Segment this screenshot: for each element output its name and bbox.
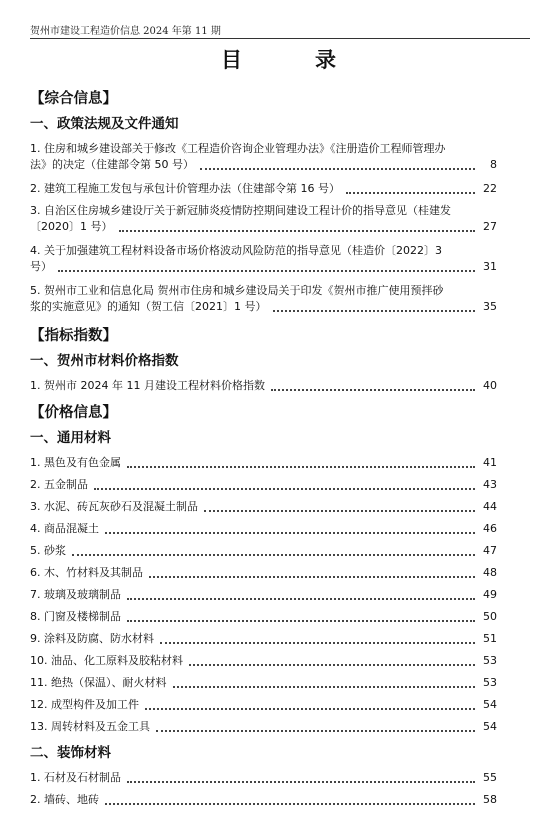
page-number: 54 bbox=[483, 720, 497, 733]
toc-entry[interactable] bbox=[30, 378, 497, 394]
toc-entry[interactable] bbox=[30, 543, 497, 559]
page-header: 贺州市建设工程造价信息 2024 年第 11 期 bbox=[30, 22, 530, 39]
page-title: 目 录 bbox=[221, 47, 362, 72]
toc-entry-title: 1. 贺州市 2024 年 11 月建设工程材料价格指数 bbox=[30, 379, 265, 392]
dot-leader bbox=[127, 598, 475, 600]
page-number: 55 bbox=[483, 771, 497, 784]
subsection-heading: 一、通用材料 bbox=[30, 430, 111, 446]
section-heading: 【指标指数】 bbox=[30, 328, 117, 344]
toc-entry-title-line1: 5. 贺州市工业和信息化局 贺州市住房和城乡建设局关于印发《贺州市推广使用预拌砂 bbox=[30, 284, 444, 297]
toc-entry-title: 2. 墙砖、地砖 bbox=[30, 793, 99, 806]
toc-entry[interactable] bbox=[30, 675, 497, 691]
toc-entry[interactable] bbox=[30, 609, 497, 625]
toc-entry-row bbox=[30, 792, 497, 808]
toc-entry-row bbox=[30, 719, 497, 735]
toc-entry-title-line2: 法》的决定（住建部令第 50 号） bbox=[30, 158, 194, 171]
dot-leader bbox=[72, 554, 475, 556]
page-number: 54 bbox=[483, 698, 497, 711]
toc-entry[interactable] bbox=[30, 521, 497, 537]
toc-entry-row bbox=[30, 157, 497, 173]
toc-entry[interactable] bbox=[30, 587, 497, 603]
subsection-heading: 一、政策法规及文件通知 bbox=[30, 116, 179, 132]
toc-entry-title-line2: 〔2020〕1 号） bbox=[30, 220, 113, 233]
toc-entry-row bbox=[30, 219, 497, 235]
dot-leader bbox=[145, 708, 475, 710]
toc-entry-title: 5. 砂浆 bbox=[30, 544, 66, 557]
dot-leader bbox=[127, 620, 475, 622]
page-number: 8 bbox=[490, 158, 497, 171]
toc-entry-title: 7. 玻璃及玻璃制品 bbox=[30, 588, 121, 601]
dot-leader bbox=[189, 664, 475, 666]
toc-entry-title-line1: 4. 关于加强建筑工程材料设备市场价格波动风险防范的指导意见（桂造价〔2022〕3 bbox=[30, 244, 442, 257]
subsection-heading: 二、装饰材料 bbox=[30, 745, 111, 761]
toc-entry-title: 8. 门窗及楼梯制品 bbox=[30, 610, 121, 623]
toc-entry-row bbox=[30, 259, 497, 275]
dot-leader bbox=[94, 488, 475, 490]
toc-entry-row bbox=[30, 455, 497, 471]
section-heading: 【价格信息】 bbox=[30, 405, 117, 421]
section-heading: 【综合信息】 bbox=[30, 91, 117, 107]
toc-entry[interactable] bbox=[30, 719, 497, 735]
page-number: 22 bbox=[483, 182, 497, 195]
toc-entry[interactable] bbox=[30, 283, 497, 317]
toc-entry[interactable] bbox=[30, 770, 497, 786]
toc-entry-row bbox=[30, 477, 497, 493]
dot-leader bbox=[105, 532, 475, 534]
toc-entry-row bbox=[30, 378, 497, 394]
toc-entry-title: 1. 石材及石材制品 bbox=[30, 771, 121, 784]
dot-leader bbox=[149, 576, 475, 578]
toc-entry[interactable] bbox=[30, 565, 497, 581]
toc-entry[interactable] bbox=[30, 653, 497, 669]
dot-leader bbox=[346, 192, 475, 194]
page-number: 31 bbox=[483, 260, 497, 273]
toc-entry-title-line1: 3. 自治区住房城乡建设厅关于新冠肺炎疫情防控期间建设工程计价的指导意见（桂建发 bbox=[30, 204, 451, 217]
toc-entry-row bbox=[30, 675, 497, 691]
page-number: 35 bbox=[483, 300, 497, 313]
table-of-contents bbox=[30, 84, 497, 814]
toc-entry-title-line2: 号） bbox=[30, 260, 52, 273]
toc-entry-row bbox=[30, 181, 497, 197]
dot-leader bbox=[127, 781, 475, 783]
dot-leader bbox=[173, 686, 476, 688]
toc-entry-row bbox=[30, 543, 497, 559]
page-number: 48 bbox=[483, 566, 497, 579]
subsection-heading: 一、贺州市材料价格指数 bbox=[30, 353, 179, 369]
toc-entry[interactable] bbox=[30, 792, 497, 808]
page-number: 43 bbox=[483, 478, 497, 491]
toc-entry-title: 13. 周转材料及五金工具 bbox=[30, 720, 150, 733]
toc-entry-title: 6. 木、竹材料及其制品 bbox=[30, 566, 143, 579]
toc-entry-title: 1. 黑色及有色金属 bbox=[30, 456, 121, 469]
page-number: 58 bbox=[483, 793, 497, 806]
page-number: 50 bbox=[483, 610, 497, 623]
toc-entry-row bbox=[30, 697, 497, 713]
page-number: 41 bbox=[483, 456, 497, 469]
page-number: 53 bbox=[483, 676, 497, 689]
toc-entry-title: 3. 水泥、砖瓦灰砂石及混凝土制品 bbox=[30, 500, 198, 513]
dot-leader bbox=[156, 730, 475, 732]
toc-entry-row bbox=[30, 770, 497, 786]
toc-entry[interactable] bbox=[30, 243, 497, 277]
page-number: 47 bbox=[483, 544, 497, 557]
toc-entry-title: 4. 商品混凝土 bbox=[30, 522, 99, 535]
toc-entry[interactable] bbox=[30, 499, 497, 515]
toc-entry-title: 2. 五金制品 bbox=[30, 478, 88, 491]
dot-leader bbox=[127, 466, 475, 468]
dot-leader bbox=[204, 510, 475, 512]
toc-entry-row bbox=[30, 499, 497, 515]
toc-entry-row bbox=[30, 631, 497, 647]
dot-leader bbox=[119, 230, 476, 232]
toc-entry-title: 12. 成型构件及加工件 bbox=[30, 698, 139, 711]
dot-leader bbox=[105, 803, 475, 805]
dot-leader bbox=[160, 642, 475, 644]
toc-entry-title: 11. 绝热（保温）、耐火材料 bbox=[30, 676, 167, 689]
page-number: 49 bbox=[483, 588, 497, 601]
page-number: 51 bbox=[483, 632, 497, 645]
toc-entry-title: 2. 建筑工程施工发包与承包计价管理办法（住建部令第 16 号） bbox=[30, 182, 340, 195]
dot-leader bbox=[58, 270, 475, 272]
toc-entry[interactable] bbox=[30, 477, 497, 493]
page-number: 40 bbox=[483, 379, 497, 392]
toc-entry-row bbox=[30, 587, 497, 603]
page-number: 44 bbox=[483, 500, 497, 513]
toc-entry[interactable] bbox=[30, 203, 497, 237]
dot-leader bbox=[273, 310, 476, 312]
page-number: 53 bbox=[483, 654, 497, 667]
toc-entry-title-line1: 1. 住房和城乡建设部关于修改《工程造价咨询企业管理办法》《注册造价工程师管理办 bbox=[30, 142, 446, 155]
toc-entry-title: 9. 涂料及防腐、防水材料 bbox=[30, 632, 154, 645]
toc-entry[interactable] bbox=[30, 631, 497, 647]
toc-entry[interactable] bbox=[30, 697, 497, 713]
toc-entry-row bbox=[30, 299, 497, 315]
toc-entry-title-line2: 浆的实施意见》的通知（贺工信〔2021〕1 号） bbox=[30, 300, 267, 313]
toc-entry-row bbox=[30, 609, 497, 625]
toc-entry-row bbox=[30, 653, 497, 669]
toc-entry[interactable] bbox=[30, 141, 497, 175]
toc-entry-row bbox=[30, 521, 497, 537]
page-number: 46 bbox=[483, 522, 497, 535]
page-number: 27 bbox=[483, 220, 497, 233]
toc-entry[interactable] bbox=[30, 181, 497, 197]
toc-entry-title: 10. 油品、化工原料及胶粘材料 bbox=[30, 654, 183, 667]
dot-leader bbox=[200, 168, 475, 170]
toc-entry[interactable] bbox=[30, 455, 497, 471]
dot-leader bbox=[271, 389, 475, 391]
toc-entry-row bbox=[30, 565, 497, 581]
